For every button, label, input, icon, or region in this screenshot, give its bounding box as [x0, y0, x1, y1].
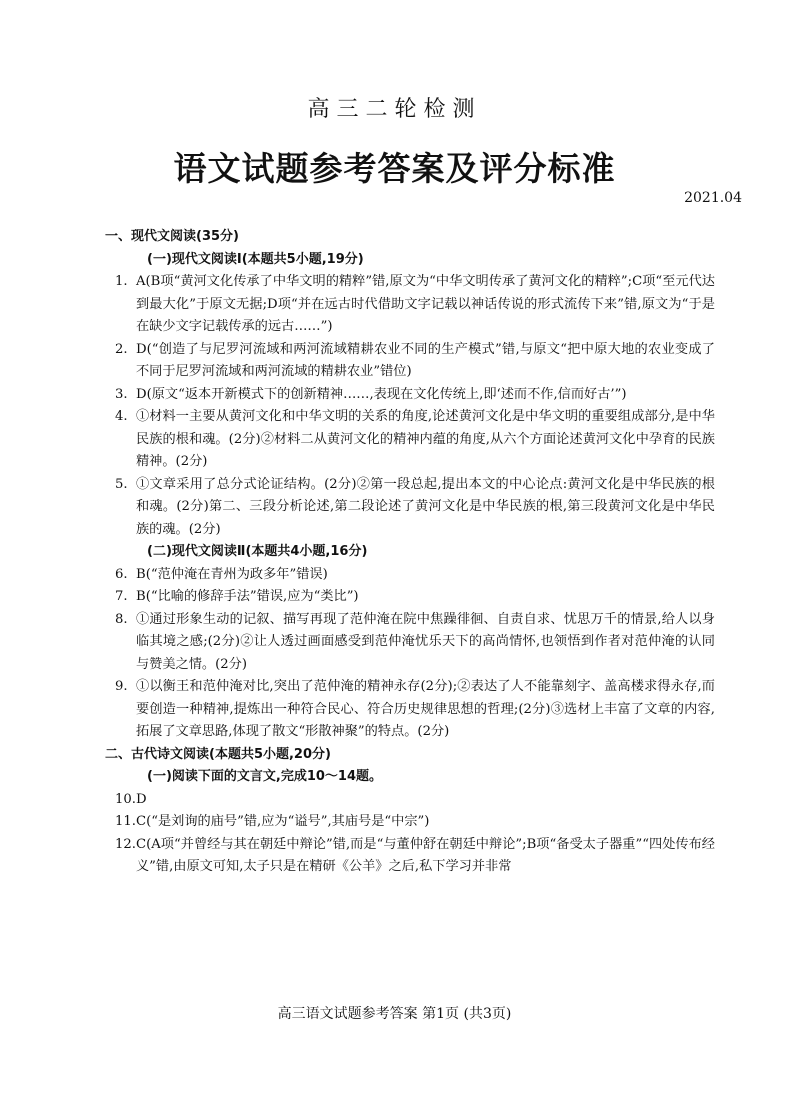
- answer-item: [115, 609, 715, 677]
- answer-item: [115, 339, 715, 384]
- answer-text: B(“比喻的修辞手法”错误,应为“类比”): [136, 589, 359, 604]
- section-heading: 二、古代诗文阅读(本题共5小题,20分): [105, 746, 331, 762]
- answer-item: [115, 789, 715, 812]
- answer-text: C(A项“并曾经与其在朝廷中辩论”错,而是“与董仲舒在朝廷中辩论”;B项“备受太子器重”“四处传布经义”错,由原文可知,太子只是在精研《公羊》之后,私下学习并非常: [136, 836, 715, 874]
- answer-item: [115, 811, 715, 834]
- question-number: 7.: [115, 589, 128, 604]
- question-number: 10.: [115, 791, 136, 807]
- document-title: 语文试题参考答案及评分标准: [173, 149, 616, 188]
- answer-item: [115, 474, 715, 542]
- answer-text: ①通过形象生动的记叙、描写再现了范仲淹在院中焦躁徘徊、自责自求、忧思万千的情景,给人以身临其境之感;(2分)②让人透过画面感受到范仲淹忧乐天下的高尚情怀,也领悟到作者对范仲淹的认同与赞美之情。(2分): [136, 611, 715, 672]
- section-heading: 一、现代文阅读(35分): [105, 229, 239, 244]
- answer-item: [115, 586, 715, 609]
- answer-text: C(“是刘询的庙号”错,应为“谥号”,其庙号是“中宗”): [136, 814, 430, 829]
- answer-item: [115, 384, 715, 407]
- answer-item: [115, 271, 715, 339]
- answer-content: [105, 226, 715, 879]
- question-number: 9.: [115, 679, 128, 694]
- document-date: 2021.04: [684, 190, 742, 206]
- question-number: 8.: [115, 611, 128, 627]
- question-number: 11.: [115, 814, 136, 829]
- answer-text: ①材料一主要从黄河文化和中华文明的关系的角度,论述黄河文化是中华文明的重要组成部分,是中华民族的根和魂。(2分)②材料二从黄河文化的精神内蕴的角度,从六个方面论述黄河文化中孕育的民族精神。(2分): [136, 409, 715, 469]
- answer-text: D(“创造了与尼罗河流域和两河流域精耕农业不同的生产模式”错,与原文“把中原大地的农业变成了不同于尼罗河流域和两河流域的精耕农业”错位): [136, 341, 715, 379]
- question-number: 2.: [115, 341, 128, 357]
- question-number: 4.: [115, 409, 128, 424]
- question-number: 5.: [115, 476, 128, 492]
- subsection-heading: (二)现代文阅读Ⅱ(本题共4小题,16分): [147, 544, 368, 559]
- answer-item: [115, 564, 715, 587]
- answer-text: ①以衡王和范仲淹对比,突出了范仲淹的精神永存(2分);②表达了人不能靠刻字、盖高楼求得永存,而要创造一种精神,提炼出一种符合民心、符合历史规律思想的哲理;(2分)③选材上丰富了文章的内容,拓展了文章思路,体现了散文“形散神聚”的特点。(2分): [136, 679, 715, 739]
- question-number: 1.: [115, 274, 128, 289]
- page-footer: 高三语文试题参考答案 第1页 (共3页): [277, 1006, 512, 1022]
- question-number: 3.: [115, 386, 128, 402]
- answer-text: A(B项“黄河文化传承了中华文明的精粹”错,原文为“中华文明传承了黄河文化的精粹”;C项“至元代达到最大化”于原文无据;D项“并在远古时代借助文字记载以神话传说的形式流传下来”错,原文为“于是在缺少文字记载传承的远古……”): [136, 274, 715, 334]
- answer-text: D(原文“返本开新模式下的创新精神……,表现在文化传统上,即‘述而不作,信而好古’”): [136, 386, 627, 402]
- answer-item: [115, 676, 715, 744]
- answer-text: ①文章采用了总分式论证结构。(2分)②第一段总起,提出本文的中心论点:黄河文化是中华民族的根和魂。(2分)第二、三段分析论述,第二段论述了黄河文化是中华民族的根,第三段黄河文化是中华民族的魂。(2分): [136, 476, 715, 537]
- answer-text: B(“范仲淹在青州为政多年”错误): [136, 566, 328, 582]
- exam-subtitle: 高三二轮检测: [307, 97, 482, 122]
- answer-item: [115, 834, 715, 879]
- question-number: 12.: [115, 836, 136, 852]
- subsection-heading: (一)阅读下面的文言文,完成10～14题。: [147, 769, 383, 784]
- question-number: 6.: [115, 566, 128, 582]
- answer-text: D: [136, 791, 147, 807]
- subsection-heading: (一)现代文阅读Ⅰ(本题共5小题,19分): [147, 251, 364, 267]
- answer-item: [115, 406, 715, 474]
